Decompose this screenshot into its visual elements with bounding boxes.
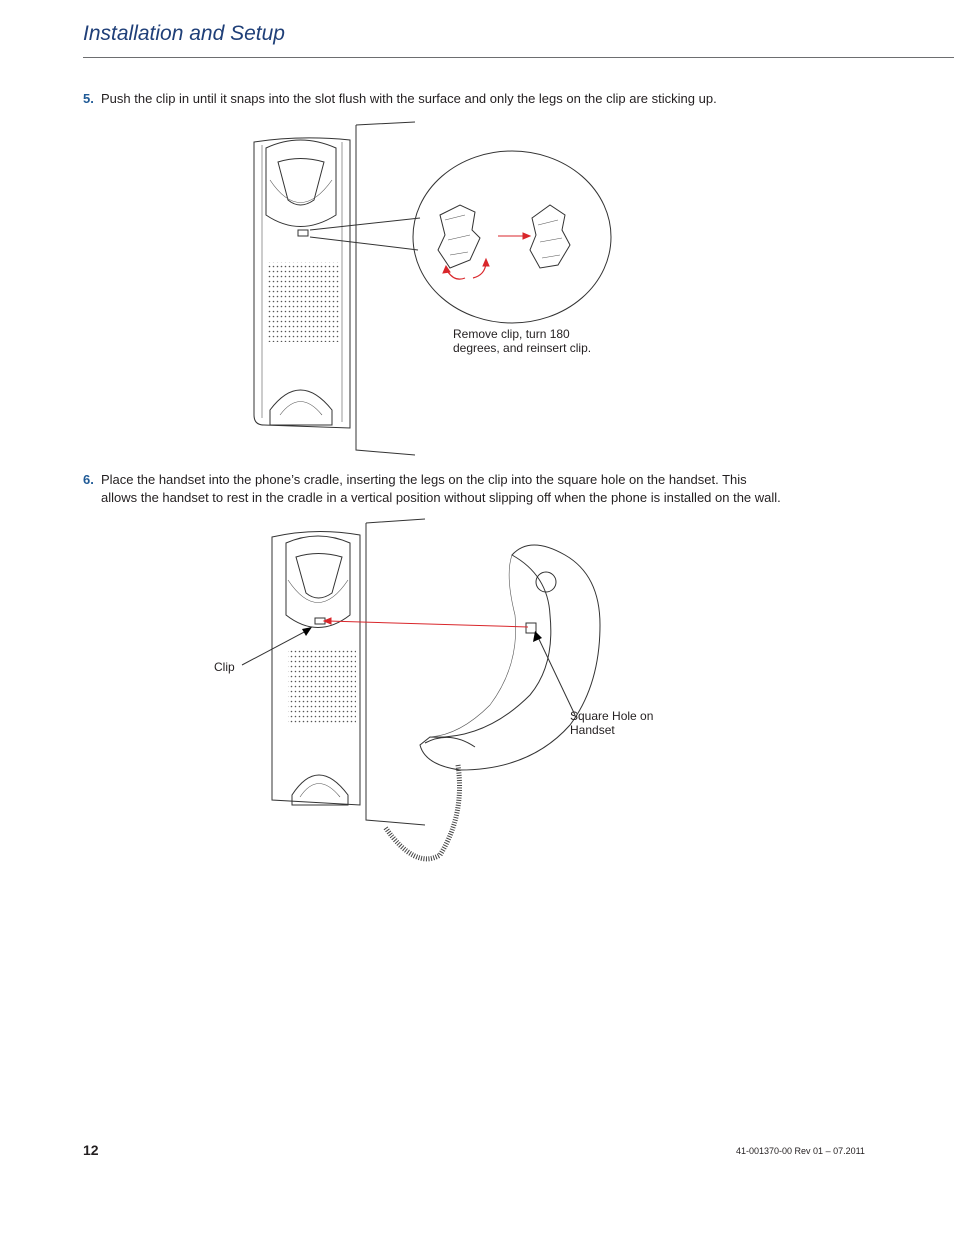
step-5 xyxy=(83,90,783,108)
bottom-hook xyxy=(270,390,332,425)
detail-circle xyxy=(413,151,611,323)
wall-plate xyxy=(356,122,415,455)
figure-handset-cradle xyxy=(230,515,620,875)
step-6-number: 6. xyxy=(83,472,94,487)
step-5-text: Push the clip in until it snaps into the slot flush with the surface and only the legs on the clip are sticking up. xyxy=(101,91,717,106)
step-6 xyxy=(83,471,783,507)
clip-before xyxy=(438,205,480,268)
cradle xyxy=(266,140,336,227)
step-6-text: Place the handset into the phone’s cradle, inserting the legs on the clip into the square hole on the handset. This allows the handset to rest in the cradle in a vertical position without slipping off when the phone is installed on the wall. xyxy=(101,472,781,505)
figure1-caption: Remove clip, turn 180 degrees, and reinsert clip. xyxy=(453,327,592,355)
wall-plate-2 xyxy=(366,519,425,825)
cradle-2 xyxy=(286,536,350,628)
clip-slot xyxy=(298,230,308,236)
square-hole xyxy=(526,623,536,633)
page-number: 12 xyxy=(83,1142,99,1158)
clip-label: Clip xyxy=(214,660,235,674)
speaker-grille xyxy=(268,262,340,342)
clip-after xyxy=(530,205,570,268)
handset-earpiece xyxy=(536,572,556,592)
header-rule xyxy=(83,57,954,58)
speaker-grille-2 xyxy=(288,648,356,723)
coiled-cord xyxy=(385,765,460,859)
align-arrow xyxy=(324,618,528,627)
cradle-button xyxy=(278,159,324,206)
document-id: 41-001370-00 Rev 01 – 07.2011 xyxy=(736,1146,865,1156)
step-5-number: 5. xyxy=(83,91,94,106)
square-hole-label: Square Hole on Handset xyxy=(570,709,654,737)
page-header-title: Installation and Setup xyxy=(83,22,285,45)
figure-clip-reinsert xyxy=(240,120,630,460)
rotate-arrows xyxy=(443,233,530,279)
